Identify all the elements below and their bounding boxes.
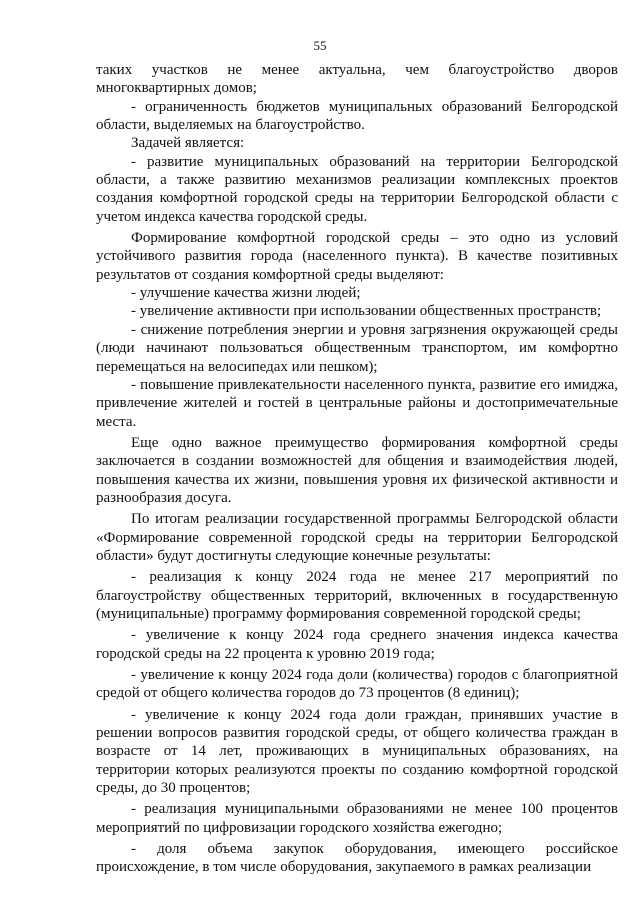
list-item: - увеличение к концу 2024 года доли граждан, принявших участие в решении вопросов развития городской среды, от общего количества граждан в возрасте от 14 лет, проживающих в муниципальных образованиях, на территории которых реализуются проекты по созданию комфортной городской среды, до 30 процентов;	[96, 706, 618, 797]
paragraph: Задачей является:	[131, 135, 245, 152]
list-item: - реализация к концу 2024 года не менее 217 мероприятий по благоустройству общественных территорий, включенных в государственную (муниципальные) программу формирования современной городской среды;	[96, 569, 618, 622]
list-item: - повышение привлекательности населенного пункта, развитие его имиджа, привлечение жителей и гостей в центральные районы и достопримечательные места.	[96, 376, 618, 430]
list-item: - улучшение качества жизни людей;	[131, 285, 361, 302]
document-body	[96, 61, 618, 877]
list-item: - ограниченность бюджетов муниципальных образований Белгородской области, выделяемых на благоустройство.	[96, 98, 618, 134]
paragraph: таких участков не менее актуальна, чем благоустройство дворов многоквартирных домов;	[96, 62, 618, 97]
list-item: - увеличение к концу 2024 года среднего значения индекса качества городской среды на 22 процента к уровню 2019 года;	[96, 627, 618, 662]
list-item: - доля объема закупок оборудования, имеющего российское происхождение, в том числе оборудования, закупаемого в рамках реализации	[96, 841, 618, 876]
list-item: - снижение потребления энергии и уровня загрязнения окружающей среды (люди начинают пользоваться общественным транспортом, им комфортно перемещаться на велосипедах или пешком);	[96, 321, 618, 375]
list-item: - увеличение к концу 2024 года доли (количества) городов с благоприятной средой от общего количества городов до 73 процентов (8 единиц);	[96, 667, 618, 702]
list-item: - развитие муниципальных образований на территории Белгородской области, а также развитию механизмов реализации комплексных проектов создания комфортной городской среды на территории Белгородской области с учетом индекса качества городской среды.	[96, 153, 618, 225]
list-item: - увеличение активности при использовании общественных пространств;	[131, 303, 602, 320]
list-item: - реализация муниципальными образованиями не менее 100 процентов мероприятий по цифровизации городского хозяйства ежегодно;	[96, 801, 618, 836]
paragraph: Еще одно важное преимущество формирования комфортной среды заключается в создании возможностей для общения и взаимодействия людей, повышения качества их жизни, повышения уровня их физической активности и разнообразия досуга.	[96, 434, 618, 506]
paragraph: По итогам реализации государственной программы Белгородской области «Формирование современной городской среды на территории Белгородской области» будут достигнуты следующие конечные результаты:	[96, 511, 618, 564]
paragraph: Формирование комфортной городской среды – это одно из условий устойчивого развития города (населенного пункта). В качестве позитивных результатов от создания комфортной среды выделяют:	[96, 230, 618, 283]
page-number: 55	[313, 38, 327, 53]
